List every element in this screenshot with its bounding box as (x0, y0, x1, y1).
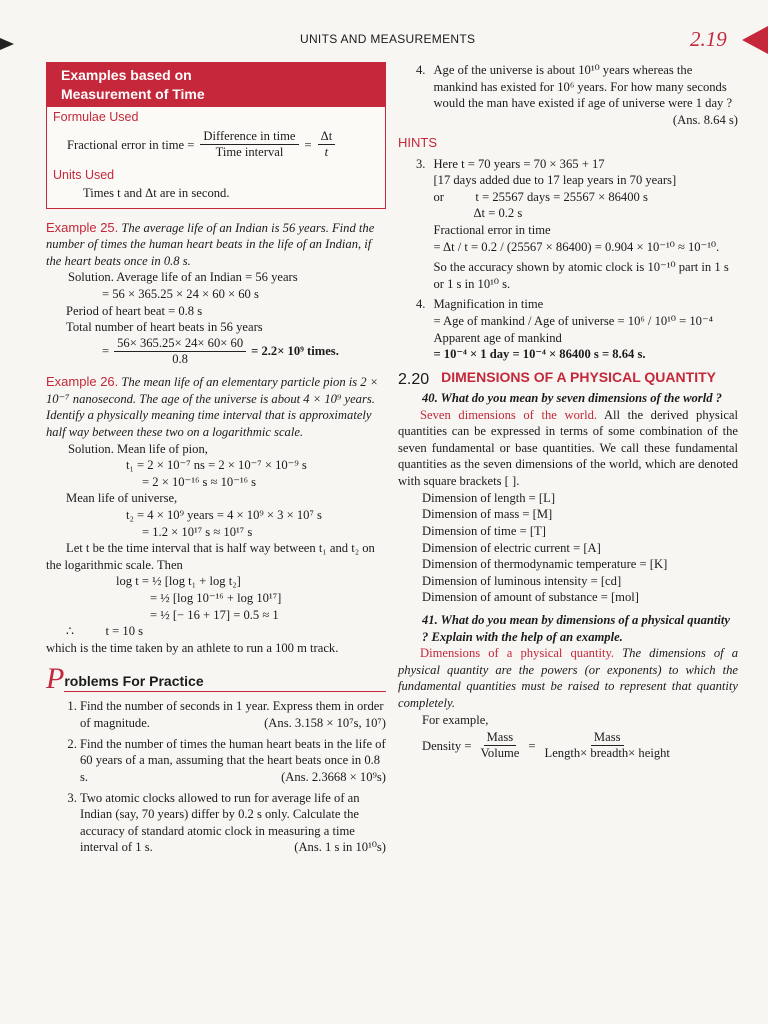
problems-list (46, 698, 386, 855)
ex26-sol10: = ½ [− 16 + 17] = 0.5 ≈ 1 (150, 607, 279, 622)
box-title-line1: Examples based on (61, 67, 192, 83)
ex25-sol3: Period of heart beat = 0.8 s (66, 303, 203, 318)
ex26-sol8: log t = ½ [log t₁ + log t₂] (116, 574, 241, 589)
problem-1-answer: (Ans. 3.158 × 10⁷s, 10⁷) (264, 716, 386, 731)
answer-40-lead: Seven dimensions of the world. (420, 407, 598, 422)
ex26-sol9: = ½ [log 10⁻¹⁶ + log 10¹⁷] (150, 591, 282, 606)
density-lhs: Density = (422, 738, 472, 753)
problem-4-num: 4. (416, 63, 426, 77)
hint-3-line1: Here t = 70 years = 70 × 365 + 17 (433, 156, 605, 171)
dim-time: Dimension of time = [T] (422, 523, 546, 538)
problems-heading (46, 662, 386, 696)
dim-temperature: Dimension of thermodynamic temperature = [K] (422, 557, 668, 572)
dim-current: Dimension of electric current = [A] (422, 540, 601, 555)
formula-numerator: Difference in time (200, 129, 298, 145)
formula-denominator-2: t (324, 145, 329, 160)
ex25-sol4: Total number of heart beats in 56 years (66, 320, 263, 335)
formula-fraction-2 (318, 129, 336, 160)
example-26-question: The mean life of an elementary particle pion is 2 × 10⁻⁷ nanosecond. The age of the universe is about 4 × 10⁹ years. Identify a physically meaning time interval that is approximately half way between these two on a logarithmic scale. (46, 375, 379, 439)
answer-40-text: All the derived physical quantities can be expressed in terms of some combination of the seven fundamental or base quantities. We call these fundamental quantities as the seven dimensions of the world, which are denoted with square brackets [ ]. (398, 407, 739, 489)
examples-box (46, 62, 386, 209)
hint-4 (398, 296, 738, 362)
box-title-line2: Measurement of Time (61, 85, 205, 102)
hint-3-line3: or t = 25567 days = 25567 × 86400 s (433, 189, 648, 204)
answer-41-text: The dimensions of a physical quantity are the powers (or exponents) to which the fundamental quantities must be raised to represent that quantity completely. (398, 646, 739, 710)
example-26 (46, 373, 386, 440)
density-fraction-2 (542, 730, 673, 761)
problems-title: roblems For Practice (64, 672, 386, 692)
question-40: 40. What do you mean by seven dimensions of the world ? (422, 391, 722, 406)
hint-3-line4: Δt = 0.2 s (473, 206, 523, 221)
running-title: UNITS AND MEASUREMENTS (300, 32, 476, 46)
ex26-sol4: Mean life of universe, (66, 491, 178, 506)
section-heading (398, 369, 738, 390)
hint-3-line7: So the accuracy shown by atomic clock is 10⁻¹⁰ part in 1 s or 1 s in 10¹⁰ s. (433, 260, 729, 291)
hint-3-line2: [17 days added due to 17 leap years in 70 years] (433, 173, 677, 188)
ex25-sol2: = 56 × 365.25 × 24 × 60 × 60 s (102, 287, 259, 302)
answer-40 (398, 407, 738, 490)
formula-lhs: Fractional error in time = (67, 137, 195, 152)
page-number: 2.19 (690, 27, 727, 51)
dim-substance: Dimension of amount of substance = [mol] (422, 590, 639, 605)
dim-mass: Dimension of mass = [M] (422, 507, 553, 522)
hints-label: HINTS (398, 135, 437, 151)
problem-3-text: Two atomic clocks allowed to run for average life of an Indian (say, 70 years) differ by 0.2 s only. Calculate the accuracy of standard atomic clock in measuring a time interval of 1 s. (80, 790, 360, 855)
formula-numerator-2: Δt (318, 129, 336, 145)
ex26-sol2: t₁ = 2 × 10⁻⁷ ns = 2 × 10⁻⁷ × 10⁻⁹ s (126, 458, 307, 473)
page-header (0, 27, 768, 54)
hint-3-line5: Fractional error in time (433, 223, 551, 238)
dimensions-list (398, 490, 738, 606)
hint-4-num: 4. (416, 297, 426, 312)
example-26-label: Example 26. (46, 374, 119, 390)
ex25-sol1: Solution. Average life of an Indian = 56 years (68, 270, 298, 285)
ex25-numerator: 56× 365.25× 24× 60× 60 (114, 336, 246, 352)
ex25-sol5: = $\frac{56\times 365.25\times 24\times 60\times 60}{0.8}$ = 2.2× 10⁹ times. (102, 335, 339, 366)
right-column (398, 62, 738, 761)
problems-p-letter: P (46, 662, 65, 696)
formula-denominator: Time interval (215, 145, 284, 160)
units-text: Times t and Δt are in second. (83, 186, 230, 200)
ex26-sol7: Let t be the time interval that is half way between t₁ and t₂ on the logarithmic scale. Then (46, 541, 375, 572)
ex26-sol11: ∴ t = 10 s (66, 624, 144, 639)
example-25-label: Example 25. (46, 219, 119, 235)
ex26-sol12: which is the time taken by an athlete to run a 100 m track. (46, 640, 339, 655)
dim-luminous: Dimension of luminous intensity = [cd] (422, 573, 622, 588)
density-fraction-1 (477, 730, 522, 761)
hint-4-line4: = 10⁻⁴ × 1 day = 10⁻⁴ × 86400 s = 8.64 s. (433, 347, 646, 362)
corner-arrow-mark (0, 38, 14, 50)
question-41: 41. What do you mean by dimensions of a physical quantity ? Explain with the help of an example. (422, 612, 730, 644)
section-number: 2.20 (398, 370, 430, 388)
dim-length: Dimension of length = [L] (422, 490, 556, 505)
problem-3 (80, 790, 386, 856)
problem-1-text: Find the number of seconds in 1 year. Express them in order of magnitude. (80, 699, 384, 731)
ex25-fraction (114, 336, 246, 367)
ex26-sol5: t₂ = 4 × 10⁹ years = 4 × 10⁹ × 3 × 10⁷ s (126, 507, 322, 522)
density-den-1: Volume (480, 746, 520, 761)
density-den-2: Length× breadth× height (544, 746, 670, 761)
problem-2-text: Find the number of times the human heart beats in the life of 60 years of a man, assuming that the heart beats once in 0.8 s. (80, 736, 386, 784)
hint-4-line3: Apparent age of mankind (433, 330, 562, 345)
problem-2-answer: (Ans. 2.3668 × 10⁹s) (281, 769, 386, 784)
for-example: For example, (422, 712, 489, 727)
left-column (46, 62, 386, 860)
example-25 (46, 219, 386, 270)
equals-sign: = (304, 137, 312, 152)
density-formula: Density = $\frac{\text{Mass}}{\text{Volume}}$ = $\frac{\text{Mass}}{\text{Length× breadth× height}}$ (398, 730, 738, 761)
hint-4-line1: Magnification in time (433, 297, 544, 312)
ex25-result: = 2.2× 10⁹ times. (251, 344, 339, 359)
formula-fraction (200, 129, 298, 160)
box-title (47, 63, 385, 107)
ex26-sol3: = 2 × 10⁻¹⁶ s ≈ 10⁻¹⁶ s (142, 474, 257, 489)
corner-tab-marker (742, 26, 768, 54)
density-num-1: Mass (484, 730, 517, 746)
problem-2 (80, 736, 386, 786)
hint-3-line6: = Δt / t = 0.2 / (25567 × 86400) = 0.904 × 10⁻¹⁰ ≈ 10⁻¹⁰. (433, 239, 720, 254)
formula-line (47, 127, 385, 164)
ex26-sol6: = 1.2 × 10¹⁷ s ≈ 10¹⁷ s (142, 524, 253, 539)
answer-41 (398, 645, 738, 711)
hint-4-line2: = Age of mankind / Age of universe = 10⁶ / 10¹⁰ = 10⁻⁴ (433, 314, 714, 329)
problem-1 (80, 698, 386, 731)
formulae-label: Formulae Used (53, 109, 139, 124)
ex25-denominator: 0.8 (172, 351, 188, 366)
answer-41-lead: Dimensions of a physical quantity. (420, 646, 615, 661)
hint-3-num: 3. (416, 156, 426, 171)
hint-3 (398, 156, 738, 293)
section-title: DIMENSIONS OF A PHYSICAL QUANTITY (441, 368, 716, 385)
units-label: Units Used (53, 167, 115, 182)
density-num-2: Mass (591, 730, 624, 746)
ex26-sol1: Solution. Mean life of pion, (68, 441, 208, 456)
problem-4-answer: (Ans. 8.64 s) (672, 112, 738, 127)
problem-3-answer: (Ans. 1 s in 10¹⁰s) (294, 840, 386, 855)
problem-4 (398, 62, 738, 128)
problem-4-text: Age of the universe is about 10¹⁰ years whereas the mankind has existed for 10⁶ years. For how many seconds would the man have existed if age of universe were 1 day ? (433, 63, 733, 111)
example-25-question: The average life of an Indian is 56 years. Find the number of times the human heart beats in the life of an Indian, if the heart beats once in 0.8 s. (46, 220, 375, 268)
